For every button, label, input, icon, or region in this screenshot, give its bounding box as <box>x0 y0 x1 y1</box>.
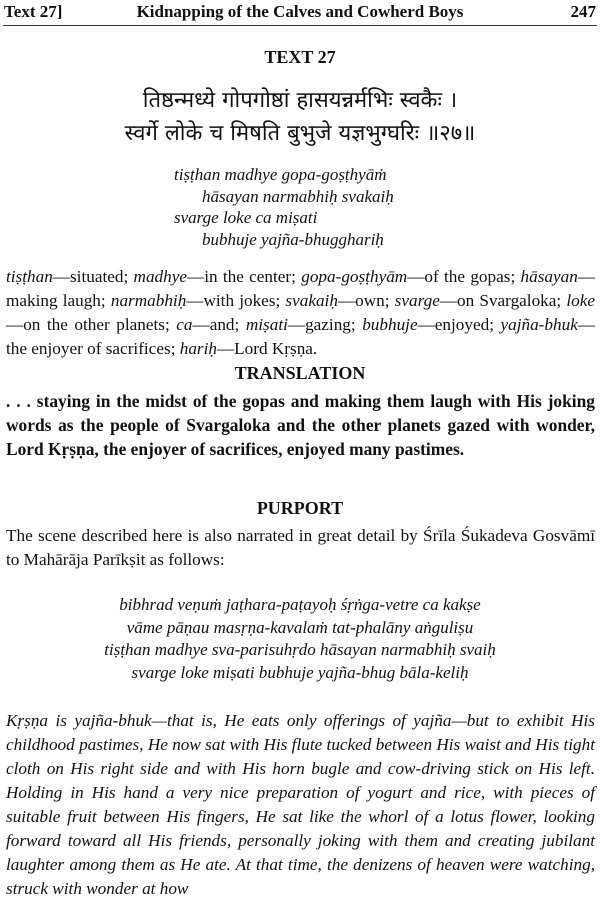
synonym-meaning: enjoyed <box>434 315 490 334</box>
synonym-term: narmabhiḥ <box>110 291 187 310</box>
sanskrit-line-2: स्वर्गे लोके च मिषति बुभुजे यज्ञभुग्घरिः ॥२७॥ <box>124 121 476 146</box>
synonym-term: miṣati <box>245 315 288 334</box>
purport-intro-paragraph: The scene described here is also narrated in great detail by Śrīla Śukadeva Gosvāmī to Mahārāja Parīkṣit as follows: <box>6 526 595 569</box>
synonym-meaning: and <box>209 315 235 334</box>
synonym-meaning: with jokes <box>203 291 276 310</box>
synonym-meaning: situated <box>69 267 124 286</box>
synonym-term: gopa-goṣṭhyām <box>301 267 408 286</box>
translation-heading: TRANSLATION <box>234 363 366 383</box>
synonym-term: tiṣṭhan <box>6 267 53 286</box>
running-header <box>4 2 596 24</box>
chapter-title: Kidnapping of the Calves and Cowherd Boys <box>136 2 464 21</box>
quoted-verse <box>0 594 600 684</box>
synonym-meaning: on Svargaloka <box>457 291 557 310</box>
synonym-meaning: the enjoyer of sacrifices <box>6 339 171 358</box>
quote-line-4: svarge loke miṣati bubhuje yajña-bhug bāla-keliḥ <box>131 662 469 682</box>
translation-paragraph: . . . staying in the midst of the gopas and making them laugh with His joking words as the people of Svargaloka and the other planets gazed with wonder, Lord Kṛṣṇa, the enjoyer of sacrifices, enjoyed many pastimes. <box>6 391 595 459</box>
synonym-term: svarge <box>394 291 440 310</box>
synonym-term: hāsayan <box>520 267 578 286</box>
quote-line-2: vāme pāṇau masṛṇa-kavalaṁ tat-phalāny aṅguliṣu <box>126 617 474 637</box>
sanskrit-line-1: तिष्ठन्मध्ये गोपगोष्ठां हासयन्नर्मभिः स्वकैः । <box>142 88 458 113</box>
synonym-term: madhye <box>133 267 187 286</box>
verse-line-2: hāsayan narmabhiḥ svakaiḥ <box>202 186 394 206</box>
synonym-term: ca <box>176 315 193 334</box>
purport-paragraph: Kṛṣṇa is yajña-bhuk—that is, He eats only offerings of yajña—but to exhibit His childhood pastimes, He now sat with His flute tucked between His waist and His tight cloth on His right side and with His horn bugle and cow-driving stick on His left. Holding in His hand a very nice preparation of yogurt and rice, with pieces of suitable fruit between His fingers, He sat like the whorl of a lotus flower, looking forward toward all His friends, personally joking with them and creating jubilant laughter among them as He ate. At that time, the denizens of heaven were watching, struck with wonder at how <box>6 711 595 898</box>
verse-line-1: tiṣṭhan madhye gopa-goṣṭhyāṁ <box>174 165 387 184</box>
synonym-term: loke <box>566 291 595 310</box>
synonym-term: svakaiḥ <box>285 291 338 310</box>
synonym-meaning: making laugh <box>6 291 101 310</box>
verse-line-4: bubhuje yajña-bhugghariḥ <box>202 229 384 249</box>
text-heading: TEXT 27 <box>264 47 336 67</box>
purport-heading: PURPORT <box>256 498 344 518</box>
synonym-meaning: on the other planets <box>23 315 165 334</box>
quote-line-3: tiṣṭhan madhye sva-parisuhṛdo hāsayan narmabhiḥ svaiḥ <box>104 640 496 659</box>
synonym-meaning: Lord Kṛṣṇa. <box>234 339 318 358</box>
quote-line-1: bibhrad veṇuṁ jaṭhara-paṭayoḥ śṛṅga-vetre ca kakṣe <box>119 595 481 614</box>
synonym-term: bubhuje <box>362 315 418 334</box>
synonym-meaning: gazing <box>305 315 351 334</box>
header-rule <box>3 25 597 26</box>
synonym-term: yajña-bhuk <box>500 315 578 334</box>
header-text-ref: Text 27] <box>4 2 63 21</box>
page-number: 247 <box>570 2 596 21</box>
synonym-meaning: of the gopas <box>424 267 511 286</box>
synonyms-paragraph: tiṣṭhan—situated; madhye—in the center; gopa-goṣṭhyām—of the gopas; hāsayan—making laugh; narmabhiḥ—with jokes; svakaiḥ—own; svarge—on Svargaloka; loke—on the other planets; ca—and; miṣati—gazing; bubhuje—enjoyed; yajña-bhuk—the enjoyer of sacrifices; hariḥ—Lord Kṛṣṇa. <box>6 267 596 358</box>
verse-line-3: svarge loke ca miṣati <box>174 208 318 227</box>
transliteration-verse <box>174 164 394 250</box>
synonym-meaning: own <box>355 291 385 310</box>
synonym-term: hariḥ <box>179 339 217 358</box>
synonym-meaning: in the center <box>204 267 292 286</box>
